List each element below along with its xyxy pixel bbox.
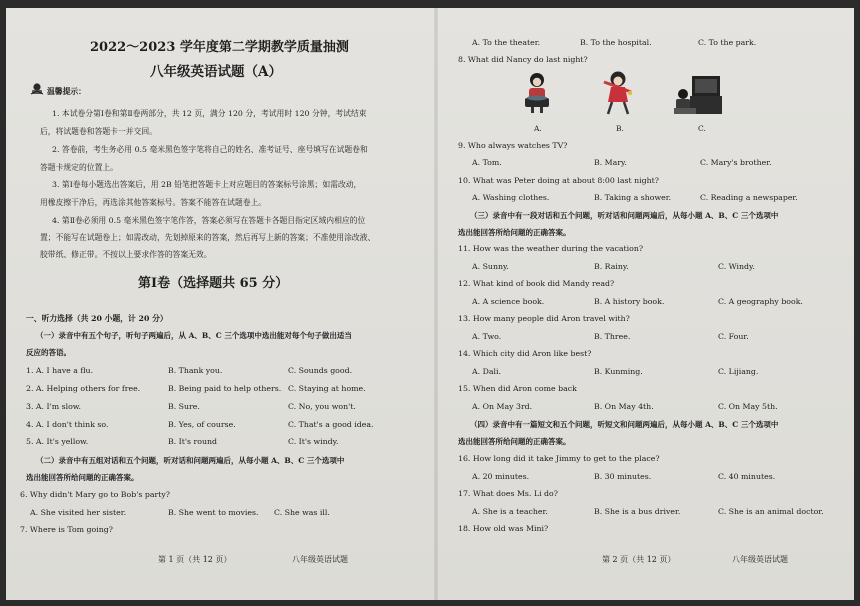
note-line: 4. 第Ⅱ卷必须用 0.5 毫米黑色签字笔作答，答案必须写在答题卡各题目指定区域内相应的位 [52, 216, 366, 225]
picture-label-c: C. [698, 124, 706, 133]
option-c: C. It's windy. [288, 437, 339, 446]
page-1 [6, 8, 436, 600]
question-10: 10. What was Peter doing at about 8:00 last night? [458, 176, 659, 185]
option-b: B. To the hospital. [580, 38, 652, 47]
option-c: C. She was ill. [274, 508, 330, 517]
option-c: C. Staying at home. [288, 384, 366, 393]
part-instructions: 选出能回答所给问题的正确答案。 [458, 437, 571, 446]
question-12: 12. What kind of book did Mandy read? [458, 279, 615, 288]
option-b: B. Being paid to help others. [168, 384, 282, 393]
part-instructions: （一）录音中有五个句子，听句子两遍后，从 A、B、C 三个选项中选出能对每个句子做出适当 [36, 331, 352, 340]
part-instructions: 选出能回答所给问题的正确答案。 [26, 473, 139, 482]
option-b: B. It's round [168, 437, 217, 446]
option-b: B. Kunming. [594, 367, 643, 376]
note-line: 用橡皮擦干净后，再选涂其他答案标号。答案不能答在试题卷上。 [40, 198, 267, 207]
exam-title: 2022～2023 学年度第二学期教学质量抽测 [90, 40, 349, 55]
question-3: 3. A. I'm slow. [26, 402, 82, 411]
note-line: 后，将试题卷和答题卡一并交回。 [40, 127, 157, 136]
question-13: 13. How many people did Aron travel with? [458, 314, 630, 323]
question-11: 11. How was the weather during the vacation? [458, 244, 644, 253]
note-line: 1. 本试卷分第Ⅰ卷和第Ⅱ卷两部分，共 12 页，满分 120 分，考试用时 120 分钟，考试结束 [52, 109, 367, 118]
girl-washing-image [520, 70, 554, 114]
option-a: A. Sunny. [472, 262, 509, 271]
note-line: 答题卡规定的位置上。 [40, 163, 118, 172]
option-b: B. Three. [594, 332, 631, 341]
page-number: 第 2 页（共 12 页） [602, 555, 676, 564]
question-8: 8. What did Nancy do last night? [458, 55, 588, 64]
question-6: 6. Why didn't Mary go to Bob's party? [20, 490, 170, 499]
reading-person-icon [30, 82, 44, 96]
option-a: A. On May 3rd. [472, 402, 533, 411]
option-b: B. She is a bus driver. [594, 507, 681, 516]
question-18: 18. How old was Mini? [458, 524, 549, 533]
picture-label-a: A. [534, 124, 542, 133]
question-2: 2. A. Helping others for free. [26, 384, 141, 393]
question-4: 4. A. I don't think so. [26, 420, 109, 429]
option-b: B. A history book. [594, 297, 665, 306]
girl-dancing-image [598, 70, 638, 116]
question-14: 14. Which city did Aron like best? [458, 349, 592, 358]
option-a: A. 20 minutes. [472, 472, 530, 481]
volume-title: 第Ⅰ卷（选择题共 65 分） [138, 276, 289, 291]
option-c: C. 40 minutes. [718, 472, 776, 481]
question-15: 15. When did Aron come back [458, 384, 577, 393]
option-b: B. 30 minutes. [594, 472, 652, 481]
footer-title: 八年级英语试题 [732, 555, 788, 564]
option-a: A. She is a teacher. [472, 507, 548, 516]
option-b: B. She went to movies. [168, 508, 259, 517]
option-b: B. Rainy. [594, 262, 629, 271]
question-5: 5. A. It's yellow. [26, 437, 89, 446]
option-c: C. Four. [718, 332, 749, 341]
option-c: C. Mary's brother. [700, 158, 772, 167]
option-c: C. To the park. [698, 38, 757, 47]
question-16: 16. How long did it take Jimmy to get to the place? [458, 454, 660, 463]
note-line: 2. 答卷前，考生务必用 0.5 毫米黑色签字笔将自己的姓名、准考证号、座号填写在试题卷和 [52, 145, 368, 154]
option-a: A. A science book. [472, 297, 545, 306]
footer-title: 八年级英语试题 [292, 555, 348, 564]
option-c: C. Reading a newspaper. [700, 193, 798, 202]
tips-label: 温馨提示： [47, 87, 86, 96]
part-instructions: 反应的答语。 [26, 348, 71, 357]
question-1: 1. A. I have a flu. [26, 366, 94, 375]
option-b: B. Mary. [594, 158, 627, 167]
option-b: B. Yes, of course. [168, 420, 236, 429]
question-7: 7. Where is Tom going? [20, 525, 113, 534]
option-c: C. Windy. [718, 262, 755, 271]
note-line: 3. 第Ⅰ卷每小题选出答案后，用 2B 铅笔把答题卡上对应题目的答案标号涂黑；如需改动， [52, 180, 362, 189]
option-b: B. On May 4th. [594, 402, 654, 411]
option-c: C. A geography book. [718, 297, 803, 306]
section-heading: 一、听力选择（共 20 小题，计 20 分） [26, 314, 168, 323]
page-number: 第 1 页（共 12 页） [158, 555, 232, 564]
part-instructions: （二）录音中有五组对话和五个问题，听对话和问题两遍后，从每小题 A、B、C 三个选项中 [36, 456, 345, 465]
watching-tv-image [674, 74, 724, 116]
picture-label-b: B. [616, 124, 624, 133]
option-c: C. Sounds good. [288, 366, 353, 375]
question-9: 9. Who always watches TV? [458, 141, 568, 150]
part-instructions: （三）录音中有一段对话和五个问题，听对话和问题两遍后，从每小题 A、B、C 三个选项中 [470, 211, 779, 220]
exam-sheet [6, 8, 854, 600]
page-2 [436, 8, 854, 600]
option-a: A. Washing clothes. [472, 193, 550, 202]
option-c: C. Lijiang. [718, 367, 759, 376]
option-c: C. On May 5th. [718, 402, 778, 411]
part-instructions: （四）录音中有一篇短文和五个问题，听短文和问题两遍后，从每小题 A、B、C 三个选项中 [470, 420, 779, 429]
option-a: A. She visited her sister. [30, 508, 127, 517]
option-a: A. Dali. [472, 367, 501, 376]
option-c: C. No, you won't. [288, 402, 356, 411]
option-a: A. To the theater. [472, 38, 541, 47]
option-a: A. Tom. [472, 158, 502, 167]
option-a: A. Two. [472, 332, 502, 341]
note-line: 置；不能写在试题卷上；如需改动，先划掉原来的答案，然后再写上新的答案；不准使用涂改液、 [40, 233, 376, 242]
part-instructions: 选出能回答所给问题的正确答案。 [458, 228, 571, 237]
option-b: B. Thank you. [168, 366, 223, 375]
option-c: C. She is an animal doctor. [718, 507, 824, 516]
option-c: C. That's a good idea. [288, 420, 374, 429]
note-line: 胶带纸、修正带。不按以上要求作答的答案无效。 [40, 250, 212, 259]
exam-subtitle: 八年级英语试题（A） [150, 64, 282, 80]
option-b: B. Taking a shower. [594, 193, 672, 202]
question-17: 17. What does Ms. Li do? [458, 489, 558, 498]
option-b: B. Sure. [168, 402, 200, 411]
